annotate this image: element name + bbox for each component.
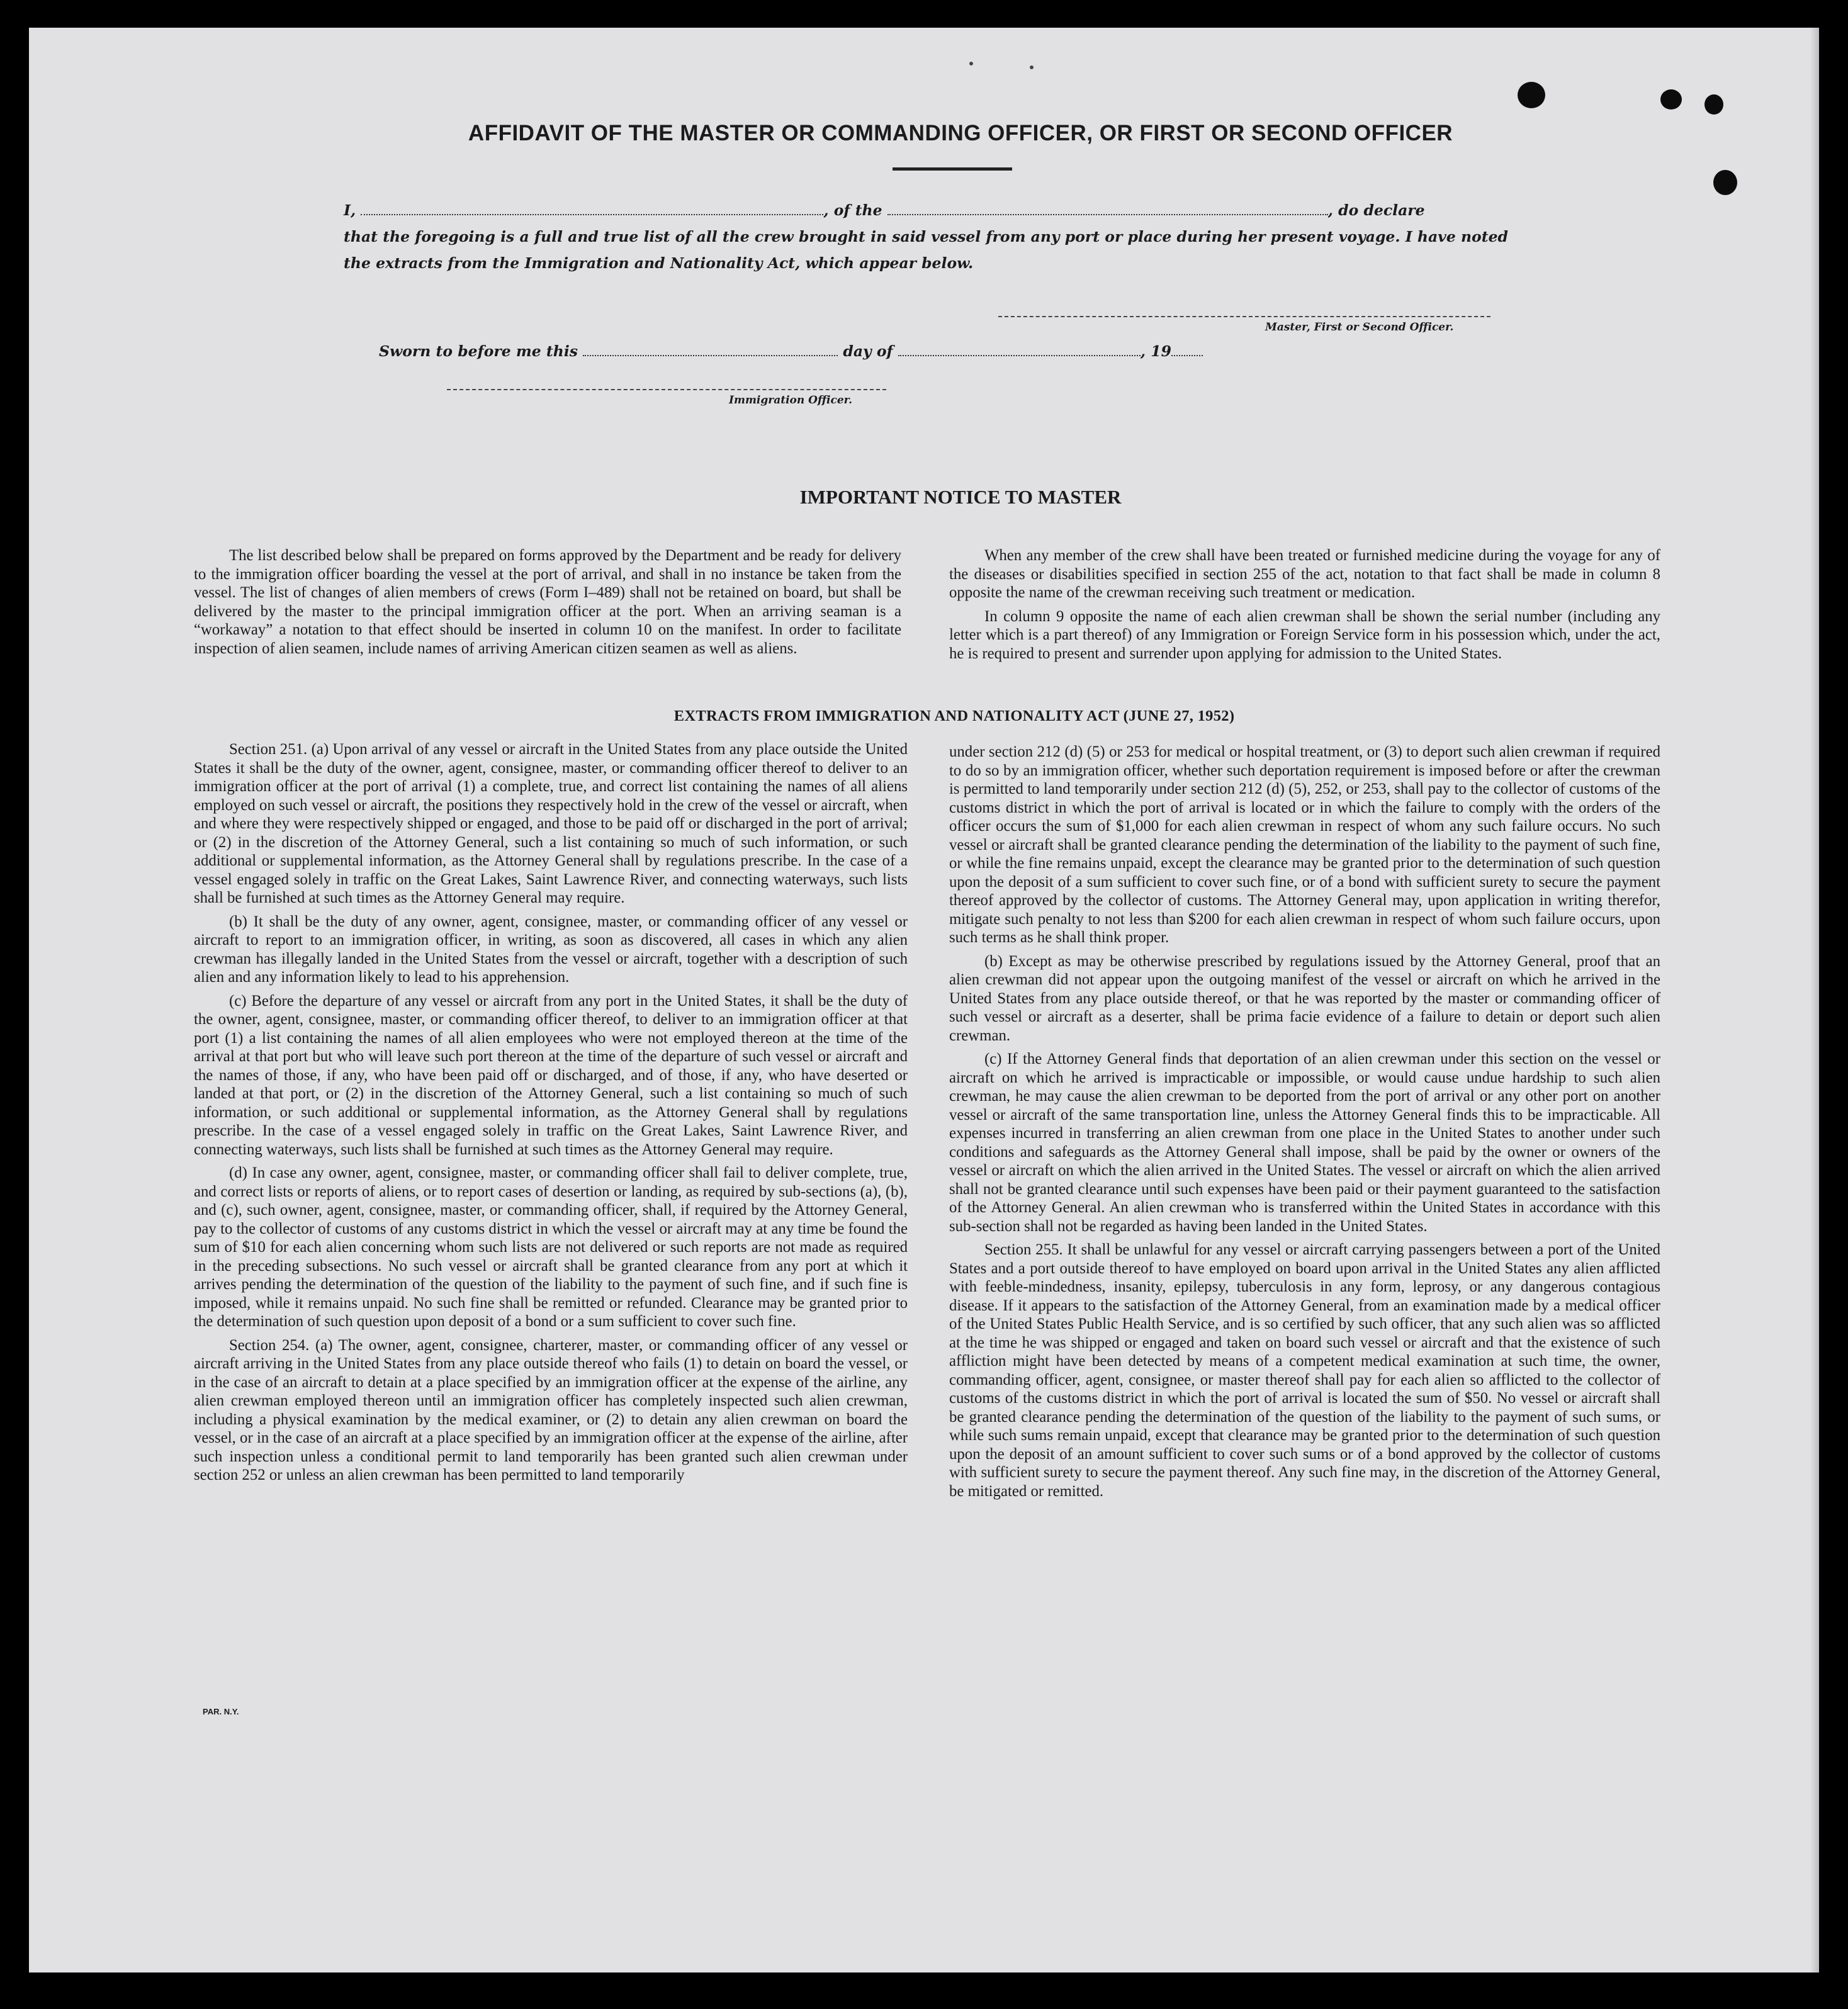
speck xyxy=(969,62,973,65)
section-254-a-continued: under section 212 (d) (5) or 253 for medical or hospital treatment, or (3) to deport such alien crewman if required to do so by an immigration officer, whether such deportation requirement is imposed before or after the crewman is permitted to land temporarily under section 212 (d) (5), 252, or 253, shall pay to the collector of customs of the customs district in which the port of arrival is located or in which the failure to comply with the orders of the officer occurs the sum of $1,000 for each alien crewman in respect of whom any such failure occurs. No such vessel or aircraft shall be granted clearance pending the determination of the liability to the payment of such fine, or while the fine remains unpaid, except the clearance may be granted prior to the determination of such question upon the deposit of a sum sufficient to cover such fine, or of a bond with sufficient surety to secure the payment thereof approved by the collector of customs. The Attorney General may, upon application in writing therefor, mitigate such penalty to not less than $200 for each alien crewman in respect of whom such failure occurs, upon such terms as he shall think proper. xyxy=(949,743,1660,946)
sworn-day-field[interactable] xyxy=(583,342,838,356)
notice-left-column xyxy=(194,546,901,663)
affidavit-title: AFFIDAVIT OF THE MASTER OR COMMANDING OFFICER, OR FIRST OR SECOND OFFICER xyxy=(468,121,1453,145)
section-254-a: Section 254. (a) The owner, agent, consignee, charterer, master, or commanding officer of any vessel or aircraft arriving in the United States from any place outside thereof who fails (1) to detain on board the vessel, or in the case of an aircraft to detain at a place specified by an immigration officer at the expense of the airline, any alien crewman employed thereon until an immigration officer has completely inspected such alien crewman, including a physical examination by the medical examiner, or (2) to detain any alien crewman on board the vessel, or in the case of an aircraft at a place specified by an immigration officer at the expense of the airline, after such inspection unless a conditional permit to land temporarily has been granted such alien crewman under section 252 or unless an alien crewman has been permitted to land temporarily xyxy=(194,1336,908,1483)
punch-hole xyxy=(1518,82,1545,108)
sworn-month-field[interactable] xyxy=(898,342,1141,356)
year-prefix-label: , 19 xyxy=(1140,342,1171,360)
section-251-b: (b) It shall be the duty of any owner, agent, consignee, master, or commanding officer of any vessel or aircraft to report to an immigration officer, in writing, as soon as discovered, all cases in which any alien crewman has illegally landed in the United States from the vessel or aircraft, together with a description of such alien and any information likely to lead to his apprehension. xyxy=(194,913,908,986)
punch-hole xyxy=(1713,170,1737,195)
section-254-b: (b) Except as may be otherwise prescribed by regulations issued by the Attorney General, proof that an alien crewman did not appear upon the outgoing manifest of the vessel or aircraft on which he arrived in the United States from any place outside thereof, or that he was reported by the master or commanding officer of such vessel or aircraft as a deserter, shall be prima facie evidence of a failure to detain or deport such alien crewman. xyxy=(949,952,1660,1044)
notice-paragraph: In column 9 opposite the name of each alien crewman shall be shown the serial number (including any letter which is a part thereof) of any Immigration or Foreign Service form in his possession which, under the act, he is required to present and surrender upon applying for admission to the United States. xyxy=(949,607,1660,662)
officer-signature-line[interactable] xyxy=(447,389,886,390)
day-of-label: day of xyxy=(843,342,893,360)
officer-signature-label: Immigration Officer. xyxy=(729,394,852,407)
section-254-c: (c) If the Attorney General finds that deportation of an alien crewman under this section on the vessel or aircraft on which he arrived is impracticable or impossible, or would cause undue hardship to such alien crewman, he may cause the alien crewman to be deported from the port of arrival or any other port on another vessel or aircraft of the same transportation line, unless the Attorney General finds this to be impracticable. All expenses incurred in transferring an alien crewman from one place in the United States to another under such conditions and safeguards as the Attorney General shall impose, shall be paid by the owner or owners of the vessel or aircraft on which the alien arrived in the United States. The vessel or aircraft on which the alien arrived shall not be granted clearance until such expenses have been paid or their payment guaranteed to the satisfaction of the Attorney General. An alien crewman who is transferred within the United States in accordance with this sub-section shall not be regarded as having been landed in the United States. xyxy=(949,1050,1660,1235)
extracts-left-column xyxy=(194,740,908,1490)
sworn-line xyxy=(379,342,1203,360)
master-signature-label: Master, First or Second Officer. xyxy=(1265,321,1454,334)
notice-paragraph: The list described below shall be prepared on forms approved by the Department and be ready for delivery to the immigration officer boarding the vessel at the port of arrival, and shall in no instance be taken from the vessel. The list of changes of alien members of crews (Form I–489) shall not be retained on board, but shall be delivered by the master to the principal immigration officer at the port. When an arriving seaman is a “workaway” a notation to that effect should be inserted in column 10 on the manifest. In order to facilitate inspection of alien seamen, include names of arriving American citizen seamen as well as aliens. xyxy=(194,547,901,657)
extracts-title: EXTRACTS FROM IMMIGRATION AND NATIONALITY ACT (JUNE 27, 1952) xyxy=(673,707,1235,724)
punch-hole xyxy=(1704,94,1723,115)
sworn-label: Sworn to before me this xyxy=(379,342,578,360)
declarant-name-field[interactable] xyxy=(361,201,823,215)
section-251-c: (c) Before the departure of any vessel or aircraft from any port in the United States, it shall be the duty of the owner, agent, consignee, master, or commanding officer thereof, to deliver to an immigration officer at that port (1) a list containing the names of all alien employees who were not employed thereon at the time of the arrival at that port but who will leave such port thereon at the time of the departure of such vessel or aircraft and the names of those, if any, who have been paid off or discharged, and of those, if any, who have deserted or landed at that port, or (2) in the discretion of the Attorney General, such a list containing so much of such information, or such additional or supplemental information, as the Attorney General shall by regulations prescribe. In the case of a vessel engaged solely in traffic on the Great Lakes, Saint Lawrence River, and connecting waterways, such lists shall be furnished at such times as the Attorney General may require. xyxy=(194,992,908,1158)
section-251-d: (d) In case any owner, agent, consignee, master, or commanding officer shall fail to deliver complete, true, and correct lists or reports of aliens, or to report cases of desertion or landing, as required by sub-sections (a), (b), and (c), such owner, agent, consignee, master, or commanding officer, shall, if required by the Attorney General, pay to the collector of customs of any customs district in which the vessel or aircraft may at any time be found the sum of $10 for each alien concerning whom such lists are not delivered or such reports are not made as required in the preceding subsections. No such vessel or aircraft shall be granted clearance from any port at which it arrives pending the determination of the question of the liability to the payment of such fine, and if such fine is imposed, while it remains unpaid. No such fine shall be remitted or refunded. Clearance may be granted prior to the determination of such question upon deposit of a bond or a sum sufficient to cover such fine. xyxy=(194,1164,908,1330)
vessel-name-field[interactable] xyxy=(887,201,1328,215)
declarant-prefix: I, xyxy=(344,201,356,219)
notice-paragraph: When any member of the crew shall have been treated or furnished medicine during the voyage for any of the diseases or disabilities specified in section 255 of the act, notation to that fact shall be made in column 8 opposite the name of the crewman receiving such treatment or medication. xyxy=(949,547,1660,601)
printer-mark: PAR. N.Y. xyxy=(203,1707,239,1716)
of-the-label: , of the xyxy=(823,201,882,219)
section-255: Section 255. It shall be unlawful for any vessel or aircraft carrying passengers between a port of the United States and a port outside thereof to have employed on board upon arrival in the United States any alien afflicted with feeble-mindedness, insanity, epilepsy, tuberculosis in any form, leprosy, or any dangerous contagious disease. If it appears to the satisfaction of the Attorney General, from an examination made by a medical officer of the United States Public Health Service, and is so certified by such officer, that any such alien was so afflicted at the time he was shipped or engaged and taken on board such vessel or aircraft and that the existence of such affliction might have been detected by means of a competent medical examination at such time, the owner, commanding officer, agent, consignee, or master thereof shall pay for each alien so afflicted to the collector of customs of the customs district in which the port of arrival is located the sum of $50. No vessel or aircraft shall be granted clearance pending the determination of the question of the liability to the payment of such sums, or while such sums remain unpaid, except that clearance may be granted prior to the determination of such question upon the deposit of an amount sufficient to cover such sums or of a bond approved by the collector of customs with sufficient surety to secure the payment thereof. Any such fine may, in the discretion of the Attorney General, be mitigated or remitted. xyxy=(949,1241,1660,1500)
affidavit-line-2: that the foregoing is a full and true list of all the crew brought in said vessel from any port or place during her present voyage. I have noted xyxy=(344,228,1508,245)
section-251-a: Section 251. (a) Upon arrival of any vessel or aircraft in the United States from any place outside the United States it shall be the duty of the owner, agent, consignee, master, or commanding officer thereof to deliver to an immigration officer at the port of arrival (1) a complete, true, and correct list containing the names of all aliens employed on such vessel or aircraft, the positions they respectively hold in the crew of the vessel or aircraft, when and where they were respectively shipped or engaged, and those to be paid off or discharged in the port of arrival; or (2) in the discretion of the Attorney General, such a list containing so much of such information, or such additional or supplemental information, as the Attorney General shall by regulations prescribe. In the case of a vessel engaged solely in traffic on the Great Lakes, Saint Lawrence River, and connecting waterways, such lists shall be furnished at such times as the Attorney General may require. xyxy=(194,741,908,906)
document-page xyxy=(29,28,1819,1972)
master-signature-line[interactable] xyxy=(998,316,1490,317)
speck xyxy=(1030,65,1034,69)
punch-hole xyxy=(1660,89,1682,110)
declare-label: , do declare xyxy=(1327,201,1425,219)
notice-right-column xyxy=(949,546,1660,668)
title-divider xyxy=(893,167,1012,171)
sworn-year-field[interactable] xyxy=(1171,342,1203,356)
notice-title: IMPORTANT NOTICE TO MASTER xyxy=(799,486,1122,508)
affidavit-line-3: the extracts from the Immigration and Nationality Act, which appear below. xyxy=(344,254,974,272)
extracts-right-column xyxy=(949,743,1660,1505)
affidavit-line-1 xyxy=(344,201,1521,219)
